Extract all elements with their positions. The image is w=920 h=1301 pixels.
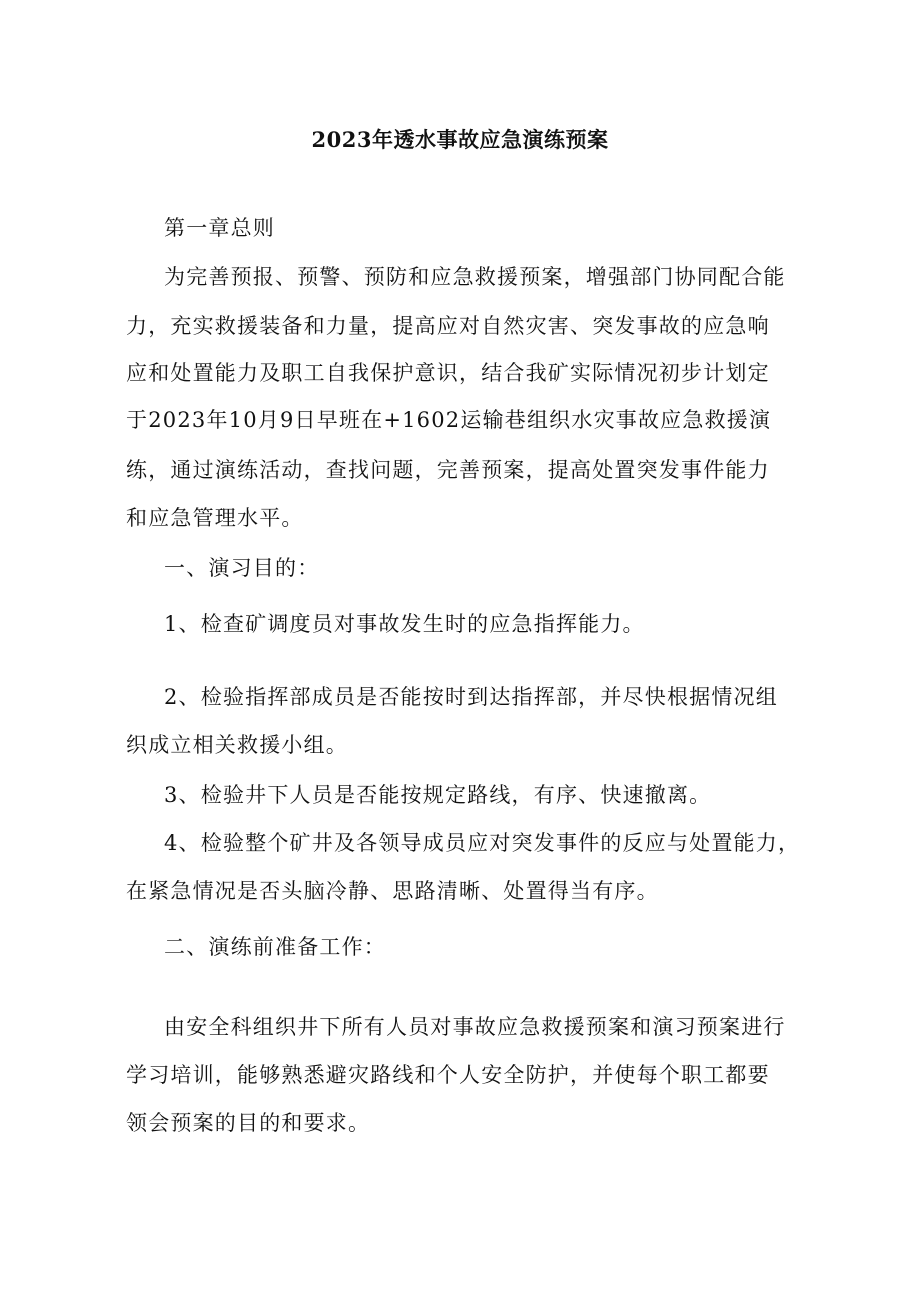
intro-line-6: 和应急管理水平。 (126, 506, 304, 530)
prep-line-2: 学习培训，能够熟悉避灾路线和个人安全防护，并使每个职工都要 (126, 1063, 770, 1087)
prep-line-3: 领会预案的目的和要求。 (126, 1111, 371, 1135)
objective-item-2-line-2: 织成立相关救援小组。 (126, 733, 348, 757)
intro-line-2: 力，充实救援装备和力量，提高应对自然灾害、突发事故的应急响 (126, 314, 770, 338)
intro-line-4: 于2023年10月9日早班在+1602运输巷组织水灾事故应急救援演 (126, 408, 772, 432)
prep-line-1: 由安全科组织井下所有人员对事故应急救援预案和演习预案进行 (164, 1015, 786, 1039)
chapter-heading: 第一章总则 (164, 216, 275, 240)
intro-line-5: 练，通过演练活动，查找问题，完善预案，提高处置突发事件能力 (126, 458, 770, 482)
objective-item-4-line-2: 在紧急情况是否头脑冷静、思路清晰、处置得当有序。 (126, 879, 659, 903)
section-2-heading: 二、演练前准备工作： (164, 935, 386, 959)
objective-item-4-line-1: 4、检验整个矿井及各领导成员应对突发事件的反应与处置能力， (164, 831, 801, 855)
objective-item-1: 1、检查矿调度员对事故发生时的应急指挥能力。 (164, 612, 645, 636)
section-1-heading: 一、演习目的： (164, 556, 320, 580)
intro-line-3: 应和处置能力及职工自我保护意识，结合我矿实际情况初步计划定 (126, 361, 770, 385)
document-title: 2023年透水事故应急演练预案 (311, 127, 609, 152)
objective-item-3: 3、检验井下人员是否能按规定路线，有序、快速撤离。 (164, 783, 712, 807)
intro-line-1: 为完善预报、预警、预防和应急救援预案，增强部门协同配合能 (164, 265, 786, 289)
objective-item-2-line-1: 2、检验指挥部成员是否能按时到达指挥部，并尽快根据情况组 (164, 685, 778, 709)
